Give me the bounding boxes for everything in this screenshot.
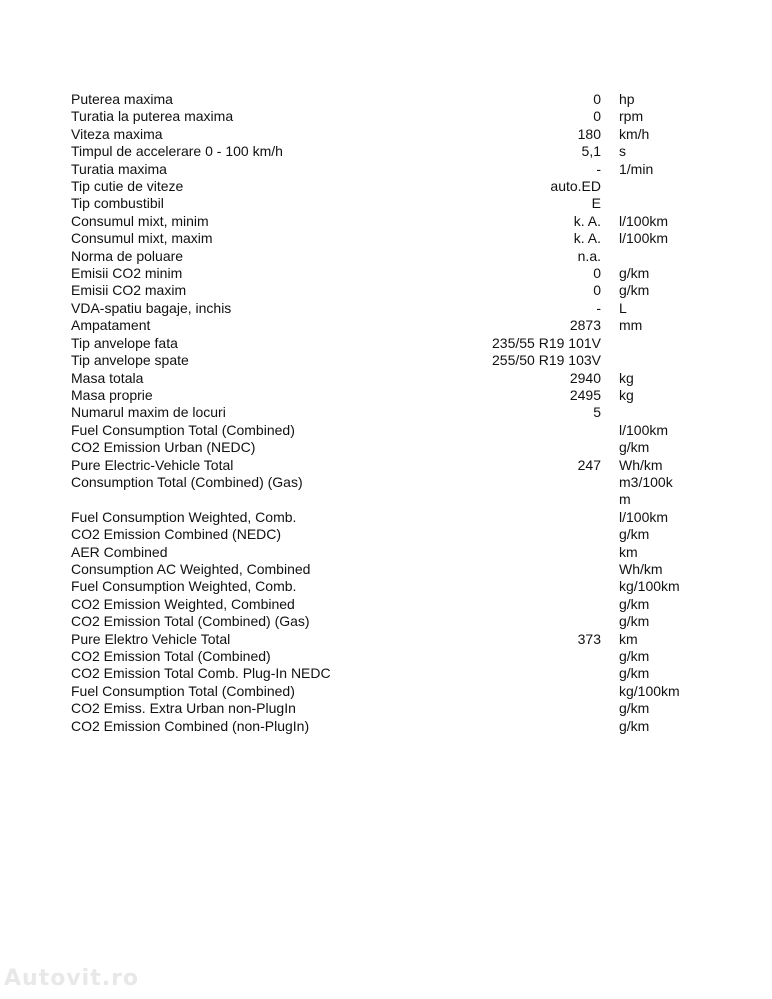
spec-label: Tip combustibil xyxy=(71,195,164,212)
spec-row xyxy=(71,126,711,143)
spec-unit: g/km xyxy=(619,665,650,682)
spec-label: Consumul mixt, minim xyxy=(71,212,209,229)
spec-row xyxy=(71,195,711,212)
spec-label: CO2 Emission Urban (NEDC) xyxy=(71,439,256,456)
spec-unit: 1/min xyxy=(619,160,654,177)
spec-row xyxy=(71,700,711,717)
spec-value: 5 xyxy=(593,404,601,421)
spec-row xyxy=(71,509,711,526)
spec-unit: kg/100km xyxy=(619,578,680,595)
spec-value: 247 xyxy=(577,456,601,473)
spec-unit: l/100km xyxy=(619,421,669,438)
spec-unit: s xyxy=(619,143,626,160)
spec-value: 2940 xyxy=(569,369,601,386)
spec-row xyxy=(71,613,711,630)
spec-value: - xyxy=(596,299,601,316)
spec-label: Timpul de accelerare 0 - 100 km/h xyxy=(71,143,283,160)
spec-value: 2495 xyxy=(569,386,601,403)
spec-unit: kg xyxy=(619,386,634,403)
spec-unit: g/km xyxy=(619,526,650,543)
spec-value: auto.ED xyxy=(550,178,601,195)
spec-unit: g/km xyxy=(619,648,650,664)
spec-label: CO2 Emission Total (Combined) xyxy=(71,648,271,664)
spec-row xyxy=(71,143,711,160)
spec-unit: g/km xyxy=(619,282,650,299)
spec-unit: km/h xyxy=(619,125,650,142)
spec-label: Turatia la puterea maxima xyxy=(71,108,234,125)
spec-row xyxy=(71,161,711,178)
spec-unit: Wh/km xyxy=(619,560,663,577)
spec-unit: hp xyxy=(619,91,635,107)
spec-label: Consumption AC Weighted, Combined xyxy=(71,560,311,577)
spec-value: 235/55 R19 101V xyxy=(492,334,601,351)
spec-table xyxy=(71,91,711,735)
spec-unit: l/100km xyxy=(619,508,669,525)
spec-label: Puterea maxima xyxy=(71,91,173,107)
spec-unit: m3/100km xyxy=(619,473,673,508)
watermark-logo: Autovit.ro xyxy=(4,966,140,991)
spec-row xyxy=(71,631,711,648)
spec-row xyxy=(71,404,711,421)
spec-row xyxy=(71,352,711,369)
spec-label: Fuel Consumption Total (Combined) xyxy=(71,421,295,438)
spec-label: Turatia maxima xyxy=(71,160,167,177)
spec-label: CO2 Emission Combined (non-PlugIn) xyxy=(71,717,310,734)
spec-row xyxy=(71,561,711,578)
spec-row xyxy=(71,648,711,665)
spec-unit: kg xyxy=(619,369,634,386)
spec-row xyxy=(71,230,711,247)
spec-label: CO2 Emission Total (Combined) (Gas) xyxy=(71,613,310,630)
spec-label: Fuel Consumption Weighted, Comb. xyxy=(71,578,297,595)
spec-unit: L xyxy=(619,299,627,316)
spec-row xyxy=(71,300,711,317)
spec-row xyxy=(71,317,711,334)
spec-label: Fuel Consumption Total (Combined) xyxy=(71,682,295,699)
spec-row xyxy=(71,718,711,735)
spec-value: n.a. xyxy=(577,247,601,264)
spec-label: CO2 Emiss. Extra Urban non-PlugIn xyxy=(71,700,296,717)
spec-row xyxy=(71,596,711,613)
spec-row xyxy=(71,457,711,474)
spec-value: k. A. xyxy=(573,230,601,247)
spec-label: AER Combined xyxy=(71,543,168,560)
spec-value: 5,1 xyxy=(581,143,601,160)
spec-label: Emisii CO2 minim xyxy=(71,265,183,282)
spec-row xyxy=(71,683,711,700)
spec-row xyxy=(71,665,711,682)
spec-row xyxy=(71,422,711,439)
spec-label: CO2 Emission Weighted, Combined xyxy=(71,595,295,612)
spec-label: Consumul mixt, maxim xyxy=(71,230,213,247)
spec-value: 0 xyxy=(593,108,601,125)
spec-row xyxy=(71,370,711,387)
spec-value: 2873 xyxy=(569,317,601,334)
spec-label: Tip anvelope fata xyxy=(71,334,178,351)
spec-label: Viteza maxima xyxy=(71,125,163,142)
spec-row xyxy=(71,387,711,404)
spec-value: 180 xyxy=(577,125,601,142)
spec-row xyxy=(71,526,711,543)
spec-row xyxy=(71,474,711,509)
spec-row xyxy=(71,544,711,561)
spec-row xyxy=(71,108,711,125)
spec-label: Tip cutie de viteze xyxy=(71,178,184,195)
spec-unit: km xyxy=(619,543,638,560)
spec-label: Consumption Total (Combined) (Gas) xyxy=(71,473,303,490)
spec-label: Ampatament xyxy=(71,317,151,334)
spec-value: 255/50 R19 103V xyxy=(492,352,601,369)
spec-row xyxy=(71,178,711,195)
spec-label: Masa totala xyxy=(71,369,144,386)
spec-unit: g/km xyxy=(619,439,650,456)
spec-value: 373 xyxy=(577,630,601,647)
spec-row xyxy=(71,91,711,108)
spec-label: Numarul maxim de locuri xyxy=(71,404,226,421)
spec-unit: g/km xyxy=(619,265,650,282)
spec-unit: l/100km xyxy=(619,212,669,229)
spec-label: Norma de poluare xyxy=(71,247,184,264)
spec-value: 0 xyxy=(593,282,601,299)
spec-unit: mm xyxy=(619,317,643,334)
spec-value: 0 xyxy=(593,265,601,282)
spec-label: CO2 Emission Combined (NEDC) xyxy=(71,526,282,543)
spec-row xyxy=(71,335,711,352)
spec-unit: g/km xyxy=(619,700,650,717)
spec-row xyxy=(71,265,711,282)
spec-value: E xyxy=(591,195,601,212)
spec-row xyxy=(71,248,711,265)
spec-label: Pure Elektro Vehicle Total xyxy=(71,630,231,647)
spec-label: Emisii CO2 maxim xyxy=(71,282,187,299)
spec-unit: kg/100km xyxy=(619,682,680,699)
spec-value: 0 xyxy=(593,91,601,107)
spec-label: CO2 Emission Total Comb. Plug-In NEDC xyxy=(71,665,331,682)
spec-label: Masa proprie xyxy=(71,386,153,403)
spec-unit: km xyxy=(619,630,638,647)
spec-value: k. A. xyxy=(573,212,601,229)
spec-label: Fuel Consumption Weighted, Comb. xyxy=(71,508,297,525)
spec-row xyxy=(71,282,711,299)
spec-unit: Wh/km xyxy=(619,456,663,473)
spec-unit: rpm xyxy=(619,108,644,125)
spec-label: VDA-spatiu bagaje, inchis xyxy=(71,299,232,316)
spec-unit: g/km xyxy=(619,613,650,630)
spec-label: Tip anvelope spate xyxy=(71,352,189,369)
spec-label: Pure Electric-Vehicle Total xyxy=(71,456,234,473)
spec-row xyxy=(71,213,711,230)
spec-value: - xyxy=(596,160,601,177)
spec-unit: g/km xyxy=(619,595,650,612)
spec-row xyxy=(71,578,711,595)
spec-row xyxy=(71,439,711,456)
spec-unit: l/100km xyxy=(619,230,669,247)
spec-unit: g/km xyxy=(619,717,650,734)
